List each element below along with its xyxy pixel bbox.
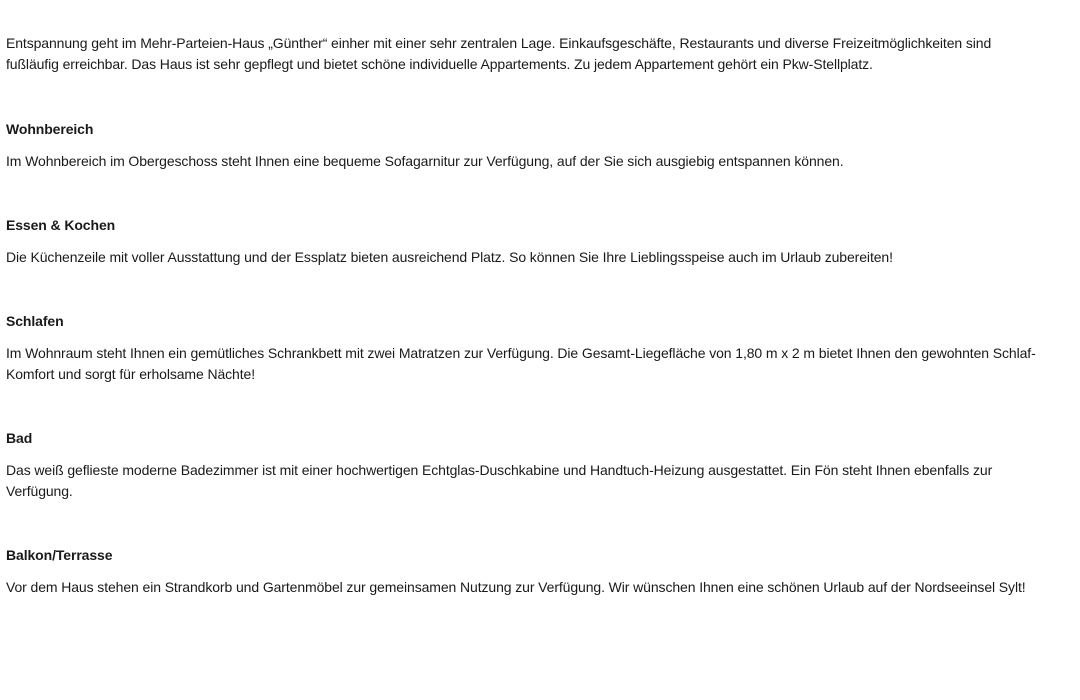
section-heading: Bad	[6, 430, 33, 446]
section-heading: Balkon/Terrasse	[6, 547, 113, 563]
section-balkon-terrasse	[6, 545, 1036, 598]
section-heading: Essen & Kochen	[6, 217, 116, 233]
document-body	[6, 33, 1036, 641]
section-body: Das weiß geflieste moderne Badezimmer ist mit einer hochwertigen Echtglas-Duschkabine und Handtuch-Heizung ausgestattet. Ein Fön steht Ihnen ebenfalls zur Verfügung.	[6, 462, 993, 499]
section-bad	[6, 428, 1036, 502]
section-body: Vor dem Haus stehen ein Strandkorb und Gartenmöbel zur gemeinsamen Nutzung zur Verfügung. Wir wünschen Ihnen eine schönen Urlaub auf der Nordseeinsel Sylt!	[6, 579, 1026, 595]
section-schlafen	[6, 311, 1036, 385]
section-body: Im Wohnraum steht Ihnen ein gemütliches Schrankbett mit zwei Matratzen zur Verfügung. Die Gesamt-Liegefläche von 1,80 m x 2 m bietet Ihnen den gewohnten Schlaf-Komfort und sorgt für erholsame Nächte!	[6, 345, 1036, 382]
intro-paragraph: Entspannung geht im Mehr-Parteien-Haus „Günther“ einher mit einer sehr zentralen Lage. Einkaufsgeschäfte, Restaurants und diverse Freizeitmöglichkeiten sind fußläufig erreichbar. Das Haus ist sehr gepflegt und bietet schöne individuelle Appartements. Zu jedem Appartement gehört ein Pkw-Stellplatz.	[6, 35, 992, 72]
section-wohnbereich	[6, 119, 1036, 172]
section-body: Die Küchenzeile mit voller Ausstattung und der Essplatz bieten ausreichend Platz. So können Sie Ihre Lieblingsspeise auch im Urlaub zubereiten!	[6, 249, 893, 265]
section-essen-kochen	[6, 215, 1036, 268]
section-heading: Wohnbereich	[6, 121, 94, 137]
section-body: Im Wohnbereich im Obergeschoss steht Ihnen eine bequeme Sofagarnitur zur Verfügung, auf der Sie sich ausgiebig entspannen können.	[6, 153, 844, 169]
section-heading: Schlafen	[6, 313, 64, 329]
